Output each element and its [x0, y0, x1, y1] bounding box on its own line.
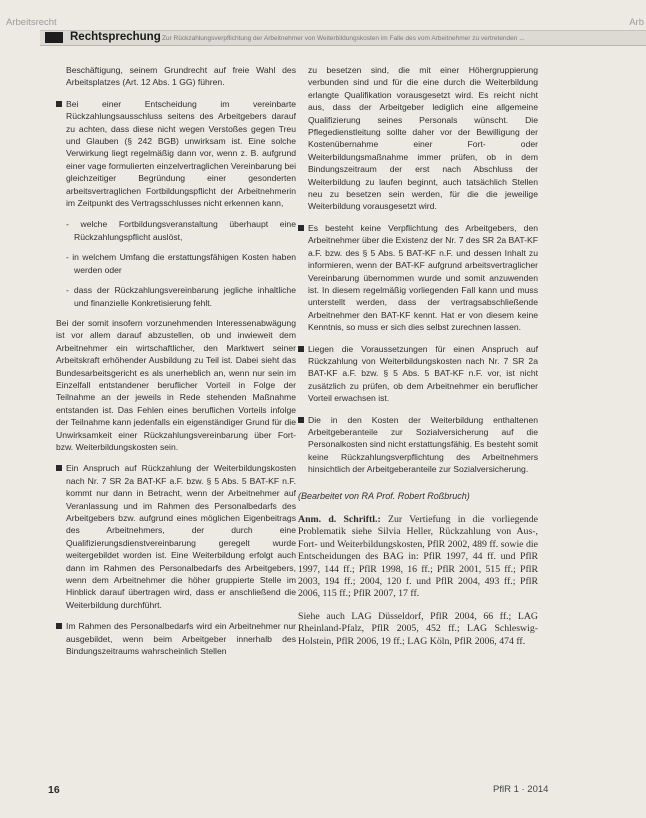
see-also-references: Siehe auch LAG Düsseldorf, PflR 2004, 66 ff.; LAG Rheinland-Pfalz, PflR 2005, 452 ff.; LAG Schleswig-Holstein, PflR 2006, 19 ff.; LAG Köln, PflR 2006, 474 ff. — [298, 610, 538, 647]
dash-item: - in welchem Umfang die erstattungsfähigen Kosten haben werden oder — [66, 252, 296, 275]
bullet-square-icon — [56, 465, 62, 471]
publication-issue: PflR 1 · 2014 — [493, 784, 549, 795]
bullet-item — [298, 222, 538, 334]
dash-item: - dass der Rückzahlungsvereinbarung jegliche inhaltliche und finanzielle Konkretisierung fehlt. — [66, 285, 296, 308]
bullet-square-icon — [56, 623, 62, 629]
bullet-item — [56, 98, 296, 210]
dash-item: - welche Fortbildungsveranstaltung überhaupt eine Rückzahlungspflicht auslöst, — [66, 219, 296, 242]
section-label: Arbeitsrecht — [6, 17, 57, 28]
bullet-item — [298, 343, 538, 405]
bullet-text: Im Rahmen des Personalbedarfs wird ein Arbeitnehmer nur ausgebildet, wenn beim Arbeitgeber innerhalb des Bindungszeitraums wahrscheinlich Stellen — [66, 621, 296, 657]
bullet-item — [56, 620, 296, 657]
author-remark — [298, 514, 538, 601]
bullet-text: Liegen die Voraussetzungen für einen Anspruch auf Rückzahlung von Weiterbildungskosten nach Nr. 7 SR 2a BAT-KF a.F. bzw. § 5 Abs. 5 BAT-KF n.F. vor, ist nicht zusätzlich zu prüfen, ob dem Arbeitnehmer ein beruflicher Vorteil erwachsen ist. — [308, 343, 538, 404]
bullet-text: Ein Anspruch auf Rückzahlung der Weiterbildungskosten nach Nr. 7 SR 2a BAT-KF a.F. bzw. § 5 Abs. 5 BAT-KF n.F. kommt nur dann in Betracht, wenn der Arbeitnehmer auf Veranlassung und im Rahmen des Personalbedarfs des Arbeitgebers bzw. aufgrund eines möglichen Eigenbeitrags des Arbeitnehmers, der durch eine Qualifizierungsdienstvereinbarung geregelt wurde weitergebildet worden ist. Eine Weiterbildung erfolgt auch dann im Rahmen des Personalbedarfs des Arbeitgebers, wenn dem Arbeitnehmer die höher gruppierte Stelle im Hinblick darauf übertragen wird, dass er anschließend die Weiterbildung durchführt. — [66, 463, 296, 610]
bullet-square-icon — [298, 346, 304, 352]
section-label-right: Arb — [629, 17, 644, 28]
page-title: Rechtsprechung — [70, 31, 161, 43]
bullet-item — [56, 462, 296, 611]
bullet-square-icon — [56, 101, 62, 107]
page-subtitle: Zur Rückzahlungsverpflichtung der Arbeitnehmer von Weiterbildungskosten im Falle des vom Arbeitnehmer zu vertretenden ... — [162, 35, 525, 42]
bullet-square-icon — [298, 417, 304, 423]
author-remark-heading: Anm. d. Schriftl.: — [298, 514, 381, 525]
bullet-text: Es besteht keine Verpflichtung des Arbeitgebers, den Arbeitnehmer über die Existenz der Nr. 7 des SR 2a BAT-KF a.F. bzw. des § 5 Abs. 5 BAT-KF n.F. und dessen Inhalt zu informieren, wenn der BAT-KF aufgrund arbeitsvertraglicher Vereinbarung übernommen wurde und somit anzuwenden ist. In diesem regelmäßig vorliegenden Fall kann und muss unterstellt werden, dass der vertragsabschließende Arbeitnehmer den BAT-KF kennt. Hat er von diesem keine Kenntnis, so muss er sich dies selbst zurechnen lassen. — [308, 222, 538, 333]
author-remark-text: Zur Vertiefung in die vorliegende Problematik siehe Silvia Heller, Rückzahlung von Aus-, Fort- und Weiterbildungskosten, PflR 2002, 489 ff. sowie die Entscheidungen des BAG in: PflR 1997, 44 ff. und PflR 1997, 144 ff.; PflR 1998, 16 ff.; PflR 2001, 515 ff.; PflR 2003, 194 ff.; 2004, 120 f. und PflR 2004, 493 ff.; PflR 2006, 115 ff.; PflR 2007, 17 ff. — [298, 514, 538, 600]
bullet-text: Bei einer Entscheidung im vereinbarte Rückzahlungsausschluss seitens des Arbeitgebers darauf zu achten, dass diese nicht wegen Verstoßes gegen Treu und Glauben (§ 242 BGB) unwirksam ist. Eine solche Verwirkung liegt regelmäßig dann vor, wenn z. B. aufgrund einer vage formulierten einzelvertraglichen Vereinbarung bei gleichzeitiger Begründung einer gesonderten arbeitsvertraglichen Fortbildungspflicht der Arbeitnehmerin im Zeitpunkt des Vertragsschlusses nicht erkennen kann, — [66, 98, 296, 209]
intro-continuation: Beschäftigung, seinem Grundrecht auf freie Wahl des Arbeitsplatzes (Art. 12 Abs. 1 GG) führen. — [66, 65, 296, 88]
left-column — [56, 64, 296, 666]
bullet-square-icon — [298, 225, 304, 231]
right-column — [298, 64, 538, 648]
author-note: (Bearbeitet von RA Prof. Robert Roßbruch) — [298, 490, 470, 501]
right-continuation: zu besetzen sind, die mit einer Höhergruppierung verbunden sind und für die eine durch die Weiterbildung erlangte Qualifikation vorausgesetzt wird. Es reicht nicht aus, dass der Arbeitgeber lediglich eine allgemeine Qualifizierung seines Personals wünscht. Die Pflegedienstleitung sollte daher vor der Bewilligung der Kostenübernahme einer Fort- oder Weiterbildungsmaßnahme immer prüfen, ob in dem Bindungszeitraum der erst nach Abschluss der Weiterbildung zu laufen beginnt, auch tatsächlich Stellen neu zu besetzen sein werden, für die die jeweilige Weiterbildung vorausgesetzt wird. — [308, 65, 538, 212]
page-number: 16 — [48, 784, 60, 796]
header-mark-icon — [45, 32, 63, 43]
bullet-text: Die in den Kosten der Weiterbildung enthaltenen Arbeitgeberanteile zur Sozialversicherung auf die Personalkosten sind nicht erstattungsfähig. Es besteht somit keine Rückzahlungsverpflichtung des Arbeitnehmers hinsichtlich der Arbeitgeberanteile zur Sozialversicherung. — [308, 414, 538, 475]
bullet-item — [298, 414, 538, 476]
body-paragraph: Bei der somit insofern vorzunehmenden Interessenabwägung ist vor allem darauf abzustellen, ob und inwieweit dem Arbeitnehmer ein wirtschaftlicher, den Marktwert seiner Arbeitskraft erhöhender Ausbildung zu Teil ist. Dabei sieht das Bundesarbeitsgericht es als unerheblich an, wenn nur sein im Einzelfall entstandener beruflicher Vorteil in Folge der Teilnahme an der jeweils in Rede stehenden Maßnahme entstanden ist. Das Fehlen eines beruflichen Vorteils infolge der Teilnahme kann jedenfalls ein eigenständiger Grund für die Unwirksamkeit einer Rückzahlungsvereinbarung über Fort- bzw. Weiterbildungskosten sein. — [56, 317, 296, 452]
